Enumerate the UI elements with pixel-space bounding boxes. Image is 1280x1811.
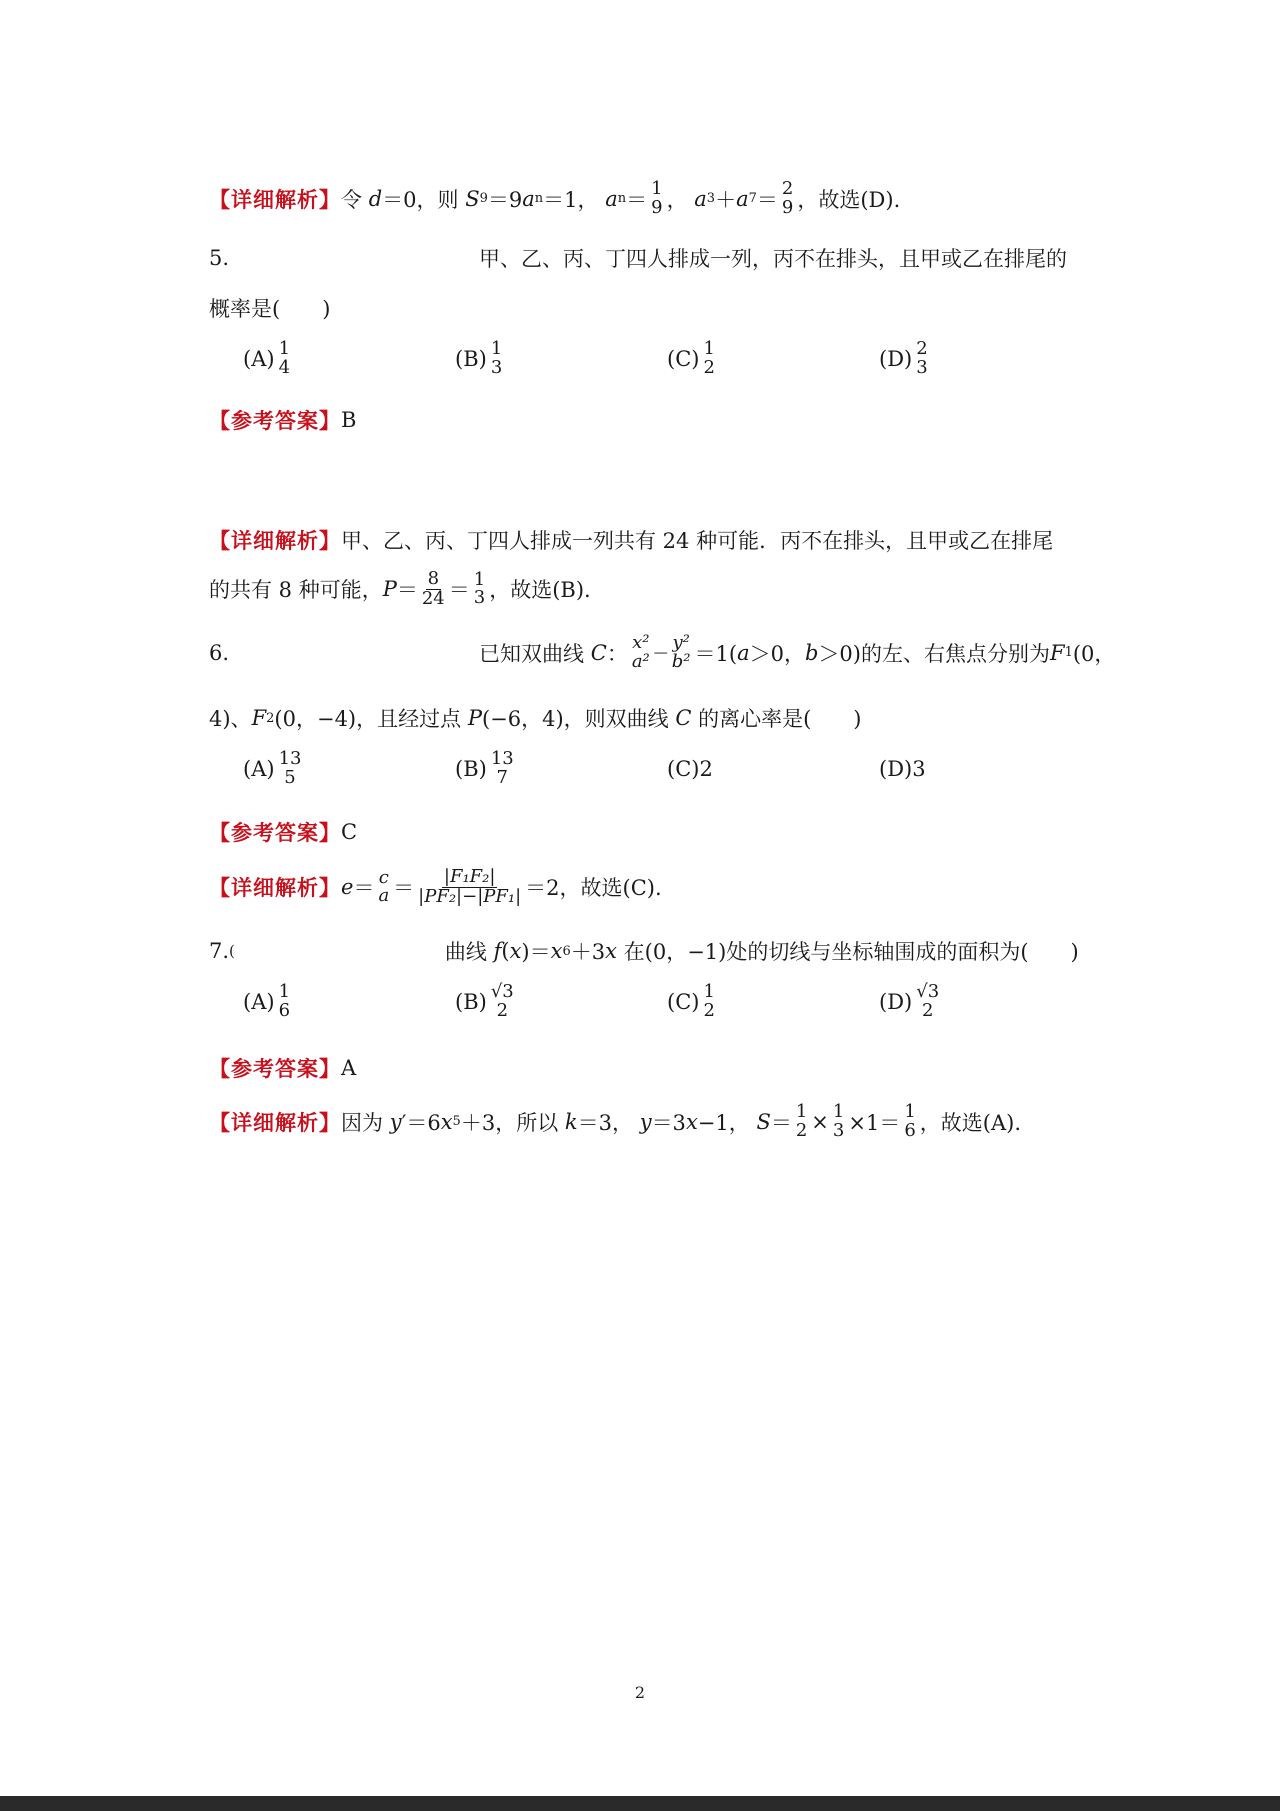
fraction [277, 340, 292, 378]
subscript: 3 [706, 191, 716, 207]
var-x: x [509, 939, 522, 963]
text: 在(0，−1)处的切线与坐标轴围成的面积为( ) [623, 940, 1079, 964]
denominator: a [378, 885, 390, 907]
q6-stem-line-1 [209, 634, 1115, 672]
fraction [420, 570, 447, 609]
q5-analysis-line-2 [209, 570, 591, 609]
numerator: x² [632, 632, 650, 653]
denominator: a² [631, 650, 650, 672]
option-a [243, 983, 455, 1021]
text: ＝9 [487, 187, 523, 212]
q6-analysis-line [209, 868, 662, 907]
var-a: a [736, 186, 749, 211]
text: ，故选(B). [489, 578, 591, 603]
q5-options [243, 340, 1183, 378]
subscript: 9 [479, 191, 488, 207]
fraction [489, 340, 504, 378]
var-P: P [467, 706, 482, 730]
text: −1， [697, 1110, 750, 1135]
numerator: 1 [904, 1101, 916, 1122]
denominator: 3 [473, 587, 486, 609]
q6-stem-line-2 [209, 703, 862, 733]
denominator: |PF₂|−|PF₁| [418, 885, 522, 907]
numerator: 1 [795, 1101, 808, 1122]
question-stem: 概率是( ) [209, 297, 331, 321]
var-e: e [341, 875, 354, 900]
text: (−6，4)，则双曲线 [481, 707, 669, 731]
option-a [243, 750, 455, 788]
option-label: (B) [455, 756, 487, 781]
text: ＝ [448, 578, 470, 603]
var-x: x [685, 1109, 698, 1134]
option-label: (C) [667, 346, 700, 371]
var-x: x [550, 939, 563, 963]
var-a: a [605, 186, 618, 211]
text: ＞0)的左、右焦点分别为 [818, 641, 1050, 666]
option-label: (B) [455, 346, 487, 371]
text: ( [501, 939, 510, 963]
text: ，故选(A). [919, 1110, 1021, 1135]
denominator: 5 [284, 766, 296, 788]
var-b: b [804, 640, 819, 665]
text: ＝ [393, 876, 415, 901]
fraction [794, 1103, 809, 1141]
var-S: S [465, 186, 480, 211]
text: ， [666, 187, 688, 212]
option-value: 2 [699, 756, 713, 781]
text: ＝ [626, 187, 648, 212]
option-d [879, 983, 1091, 1021]
text: ＝1( [694, 641, 738, 666]
text: ＝3， [577, 1110, 633, 1135]
text: (0，−4)，且经过点 [274, 707, 462, 731]
subscript: 7 [748, 191, 757, 207]
text: ： [606, 641, 628, 666]
numerator: y² [672, 632, 690, 653]
option-label: (A) [243, 989, 275, 1014]
option-c [667, 750, 879, 788]
subscript: n [534, 191, 544, 207]
option-label: (C) [667, 756, 700, 781]
numerator: |F₁F₂| [443, 866, 496, 887]
fraction [701, 983, 716, 1021]
option-label: (D) [879, 989, 913, 1014]
numerator: 1 [278, 338, 291, 359]
numerator: 2 [916, 338, 928, 359]
numerator: 1 [651, 178, 663, 199]
fraction [831, 1103, 846, 1141]
option-d [879, 340, 1091, 378]
text: ＋3，所以 [460, 1110, 559, 1135]
denominator: 2 [795, 1119, 808, 1141]
option-b [455, 983, 667, 1021]
q5-analysis-line-1 [209, 525, 1053, 555]
subscript: 1 [1064, 645, 1073, 661]
denominator: 2 [921, 999, 934, 1021]
fraction [914, 983, 941, 1021]
option-c [667, 340, 879, 378]
question-number: 5. [209, 246, 230, 270]
var-S: S [756, 1109, 771, 1134]
question-number: 6. [209, 640, 230, 665]
var-d: d [368, 186, 383, 211]
page-number: 2 [634, 1683, 646, 1702]
numerator: 1 [703, 981, 715, 1002]
option-label: (A) [243, 346, 275, 371]
question-stem: 甲、乙、丙、丁四人排成一列，丙不在排头，且甲或乙在排尾的 [479, 247, 1068, 271]
q5-stem-line-2 [209, 293, 330, 323]
option-a [243, 340, 455, 378]
option-b [455, 750, 667, 788]
answer-value: A [341, 1056, 357, 1080]
text: 令 [341, 187, 362, 212]
fraction [780, 180, 795, 218]
fraction [376, 866, 391, 907]
text: (0， [1072, 641, 1116, 666]
denominator: 2 [703, 356, 715, 378]
text: ＝1， [543, 187, 599, 212]
text: ( [229, 942, 235, 960]
text: ＝0，则 [382, 187, 459, 212]
text: ，故选(D). [797, 187, 901, 212]
text: 的离心率是( ) [698, 707, 862, 731]
analysis-text: 甲、乙、丙、丁四人排成一列共有 24 种可能．丙不在排头，且甲或乙在排尾 [341, 529, 1054, 553]
option-value: 3 [912, 756, 926, 781]
question-number: 7. [209, 939, 230, 963]
question-stem: 曲线 [444, 940, 487, 964]
var-a: a [737, 640, 750, 665]
option-d [879, 750, 1091, 788]
numerator: 1 [278, 981, 291, 1002]
var-a: a [694, 186, 707, 211]
denominator: 3 [490, 356, 503, 378]
denominator: 7 [496, 766, 508, 788]
fraction [472, 568, 487, 609]
text: ＝ [353, 876, 375, 901]
bottom-scan-edge [0, 1796, 1280, 1811]
superscript: 6 [562, 943, 571, 959]
answer-label: 【参考答案】 [209, 1057, 341, 1081]
q7-options [243, 983, 1183, 1021]
q5-stem-line-1 [209, 243, 1067, 273]
var-P: P [382, 577, 397, 602]
denominator: 3 [832, 1119, 845, 1141]
fraction [902, 1103, 917, 1141]
q5-answer-line [209, 405, 356, 435]
text: ＝ [756, 187, 778, 212]
fraction [489, 983, 516, 1021]
text: ＞0， [749, 641, 805, 666]
answer-value: C [341, 820, 358, 844]
analysis-label: 【详细解析】 [209, 187, 341, 212]
fraction [277, 750, 304, 788]
analysis-label: 【详细解析】 [209, 1110, 341, 1135]
fraction [670, 634, 693, 672]
numerator: 1 [473, 568, 486, 590]
numerator: 2 [781, 178, 794, 199]
analysis-text: 的共有 8 种可能， [209, 578, 383, 603]
text: ＝ [396, 578, 418, 603]
fraction [489, 750, 516, 788]
answer-label: 【参考答案】 [209, 821, 341, 845]
numerator: 13 [490, 748, 514, 769]
numerator: 1 [832, 1101, 845, 1122]
text: ＋3 [570, 940, 606, 964]
fraction [277, 983, 292, 1021]
option-label: (C) [667, 989, 700, 1014]
denominator: 9 [651, 196, 663, 218]
fraction [701, 340, 716, 378]
q6-options [243, 750, 1183, 788]
var-y: y [389, 1109, 402, 1134]
analysis-label: 【详细解析】 [209, 876, 341, 901]
var-x: x [440, 1109, 453, 1134]
text: — [653, 644, 668, 661]
option-label: (A) [243, 756, 275, 781]
text: 4)、 [209, 707, 252, 731]
text: ＋ [715, 187, 737, 212]
text: ＝3 [651, 1110, 686, 1135]
var-f: f [493, 939, 502, 963]
numerator: 8 [427, 568, 440, 589]
text: × [811, 1109, 829, 1134]
fraction [416, 868, 523, 907]
q4-analysis-line [209, 180, 900, 218]
option-c [667, 983, 879, 1021]
var-F: F [251, 706, 267, 730]
denominator: 6 [904, 1119, 916, 1141]
var-k: k [564, 1109, 578, 1134]
answer-label: 【参考答案】 [209, 409, 341, 433]
numerator: 1 [703, 338, 715, 359]
denominator: b² [671, 650, 691, 672]
numerator: 13 [278, 748, 302, 769]
text: ＝ [770, 1110, 792, 1135]
q6-answer-line [209, 817, 357, 847]
denominator: 6 [278, 999, 291, 1021]
q7-analysis-line [209, 1103, 1021, 1141]
option-b [455, 340, 667, 378]
subscript: n [617, 191, 627, 207]
option-label: (D) [879, 346, 913, 371]
option-label: (B) [455, 989, 487, 1014]
numerator: c [378, 866, 389, 888]
var-F: F [1050, 640, 1065, 665]
option-label: (D) [879, 756, 913, 781]
fraction [914, 340, 929, 378]
denominator: 9 [781, 196, 794, 218]
analysis-label: 【详细解析】 [209, 529, 341, 553]
denominator: 24 [421, 587, 445, 609]
text: ′＝6 [401, 1110, 441, 1135]
subscript: 2 [266, 710, 275, 726]
numerator: 1 [490, 338, 503, 359]
answer-value: B [341, 408, 357, 432]
fraction [630, 634, 652, 672]
denominator: 3 [916, 356, 928, 378]
var-C: C [590, 640, 607, 665]
text: ＝2，故选(C). [525, 876, 662, 901]
text: ×1＝ [848, 1110, 901, 1135]
denominator: 2 [496, 999, 509, 1021]
numerator: √3 [490, 981, 514, 1002]
fraction [649, 180, 664, 218]
denominator: 2 [703, 999, 715, 1021]
var-y: y [639, 1109, 652, 1134]
text: )＝ [521, 940, 551, 964]
q7-answer-line [209, 1053, 356, 1083]
numerator: √3 [916, 981, 940, 1002]
superscript: 5 [452, 1114, 461, 1130]
q7-stem-line [209, 936, 1079, 966]
var-C: C [675, 706, 692, 730]
var-x: x [605, 939, 617, 963]
question-stem: 已知双曲线 [479, 641, 585, 666]
denominator: 4 [278, 356, 291, 378]
text: 因为 [341, 1110, 383, 1135]
var-a: a [522, 186, 535, 211]
